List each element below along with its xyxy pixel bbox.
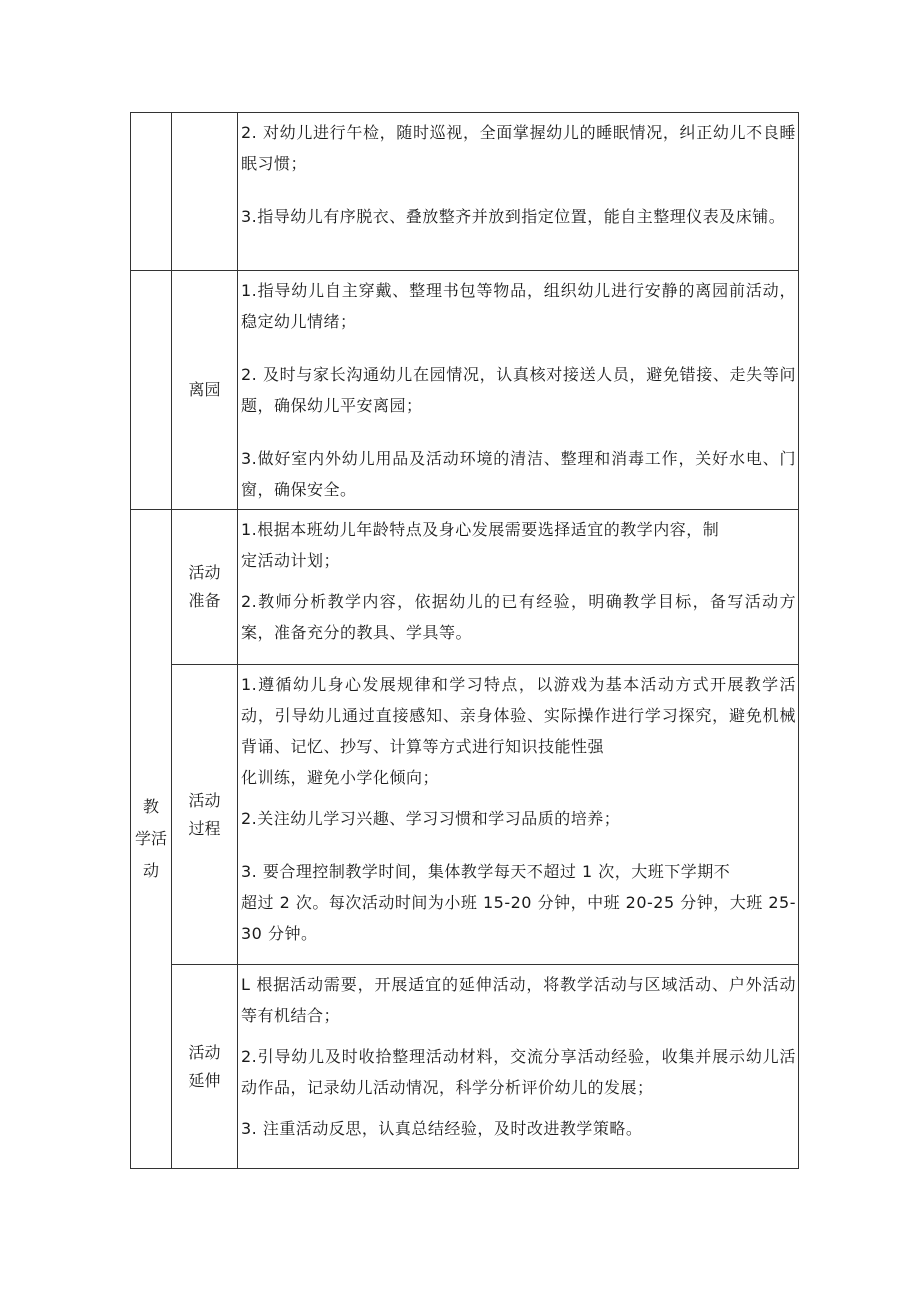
extend-item-2: 2.引导幼儿及时收拾整理活动材料，交流分享活动经验，收集并展示幼儿活动作品，记录幼儿活动情况，科学分析评价幼儿的发展； — [241, 1047, 796, 1097]
teaching-category-cell — [131, 510, 172, 1169]
leave-item-2: 2. 及时与家长沟通幼儿在园情况，认真核对接送人员，避免错接、走失等问题，确保幼儿平安离园； — [241, 365, 796, 415]
leave-label: 离园 — [188, 380, 221, 399]
leave-content-cell — [238, 271, 799, 510]
process-content-cell — [238, 665, 799, 965]
table-row-extend — [131, 965, 799, 1169]
prep-label-cell — [172, 510, 238, 665]
category-cell-empty — [131, 271, 172, 510]
nap-content-cell — [238, 113, 799, 271]
prep-label-line-1: 活动 — [188, 563, 221, 582]
process-item-1-cont: 化训练，避免小学化倾向； — [241, 768, 440, 787]
table-row-prep — [131, 510, 799, 665]
process-item-2: 2.关注幼儿学习兴趣、学习习惯和学习品质的培养； — [241, 809, 621, 828]
process-label-line-2: 过程 — [188, 818, 221, 838]
process-item-1: 1.遵循幼儿身心发展规律和学习特点，以游戏为基本活动方式开展教学活动，引导幼儿通过直接感知、亲身体验、实际操作进行学习探究，避免机械背诵、记忆、抄写、计算等方式进行知识技能性强 — [241, 675, 796, 756]
table-row-nap — [131, 113, 799, 271]
table-row-process — [131, 665, 799, 965]
process-label-line-1: 活动 — [188, 790, 221, 810]
prep-content-cell — [238, 510, 799, 665]
extend-item-1: L 根据活动需要，开展适宜的延伸活动，将教学活动与区域活动、户外活动等有机结合； — [241, 975, 796, 1025]
extend-item-3: 3. 注重活动反思，认真总结经验，及时改进教学策略。 — [241, 1119, 643, 1138]
extend-label-line-2: 延伸 — [188, 1070, 221, 1090]
extend-label-line-1: 活动 — [188, 1042, 221, 1062]
table-row-leave — [131, 271, 799, 510]
leave-label-cell — [172, 271, 238, 510]
leave-item-1: 1.指导幼儿自主穿戴、整理书包等物品，组织幼儿进行安静的离园前活动，稳定幼儿情绪； — [241, 281, 796, 331]
subcategory-cell-empty — [172, 113, 238, 271]
prep-label-line-2: 准备 — [188, 591, 221, 610]
prep-item-1: 1.根据本班幼儿年龄特点及身心发展需要选择适宜的教学内容，制 — [241, 520, 720, 539]
teaching-label-1: 教 — [142, 797, 159, 816]
process-item-3-cont: 超过 2 次。每次活动时间为小班 15-20 分钟，中班 20-25 分钟，大班 25-30 分钟。 — [241, 893, 796, 943]
prep-item-1-cont: 定活动计划； — [241, 551, 341, 570]
teaching-label-2: 学活 — [134, 829, 167, 848]
extend-content-cell — [238, 965, 799, 1169]
process-label-cell — [172, 665, 238, 965]
teaching-label-3: 动 — [142, 861, 159, 880]
kindergarten-routine-table — [130, 112, 799, 1169]
category-cell-empty — [131, 113, 172, 271]
nap-item-3: 3.指导幼儿有序脱衣、叠放整齐并放到指定位置，能自主整理仪表及床铺。 — [241, 207, 786, 226]
prep-item-2: 2.教师分析教学内容，依据幼儿的已有经验，明确教学目标，备写活动方案，准备充分的教具、学具等。 — [241, 592, 796, 642]
leave-item-3: 3.做好室内外幼儿用品及活动环境的清洁、整理和消毒工作，关好水电、门窗，确保安全。 — [241, 449, 796, 499]
extend-label-cell — [172, 965, 238, 1169]
nap-item-2: 2. 对幼儿进行午检，随时巡视，全面掌握幼儿的睡眠情况，纠正幼儿不良睡眠习惯； — [241, 123, 796, 173]
process-item-3: 3. 要合理控制教学时间，集体教学每天不超过 1 次，大班下学期不 — [241, 862, 731, 881]
